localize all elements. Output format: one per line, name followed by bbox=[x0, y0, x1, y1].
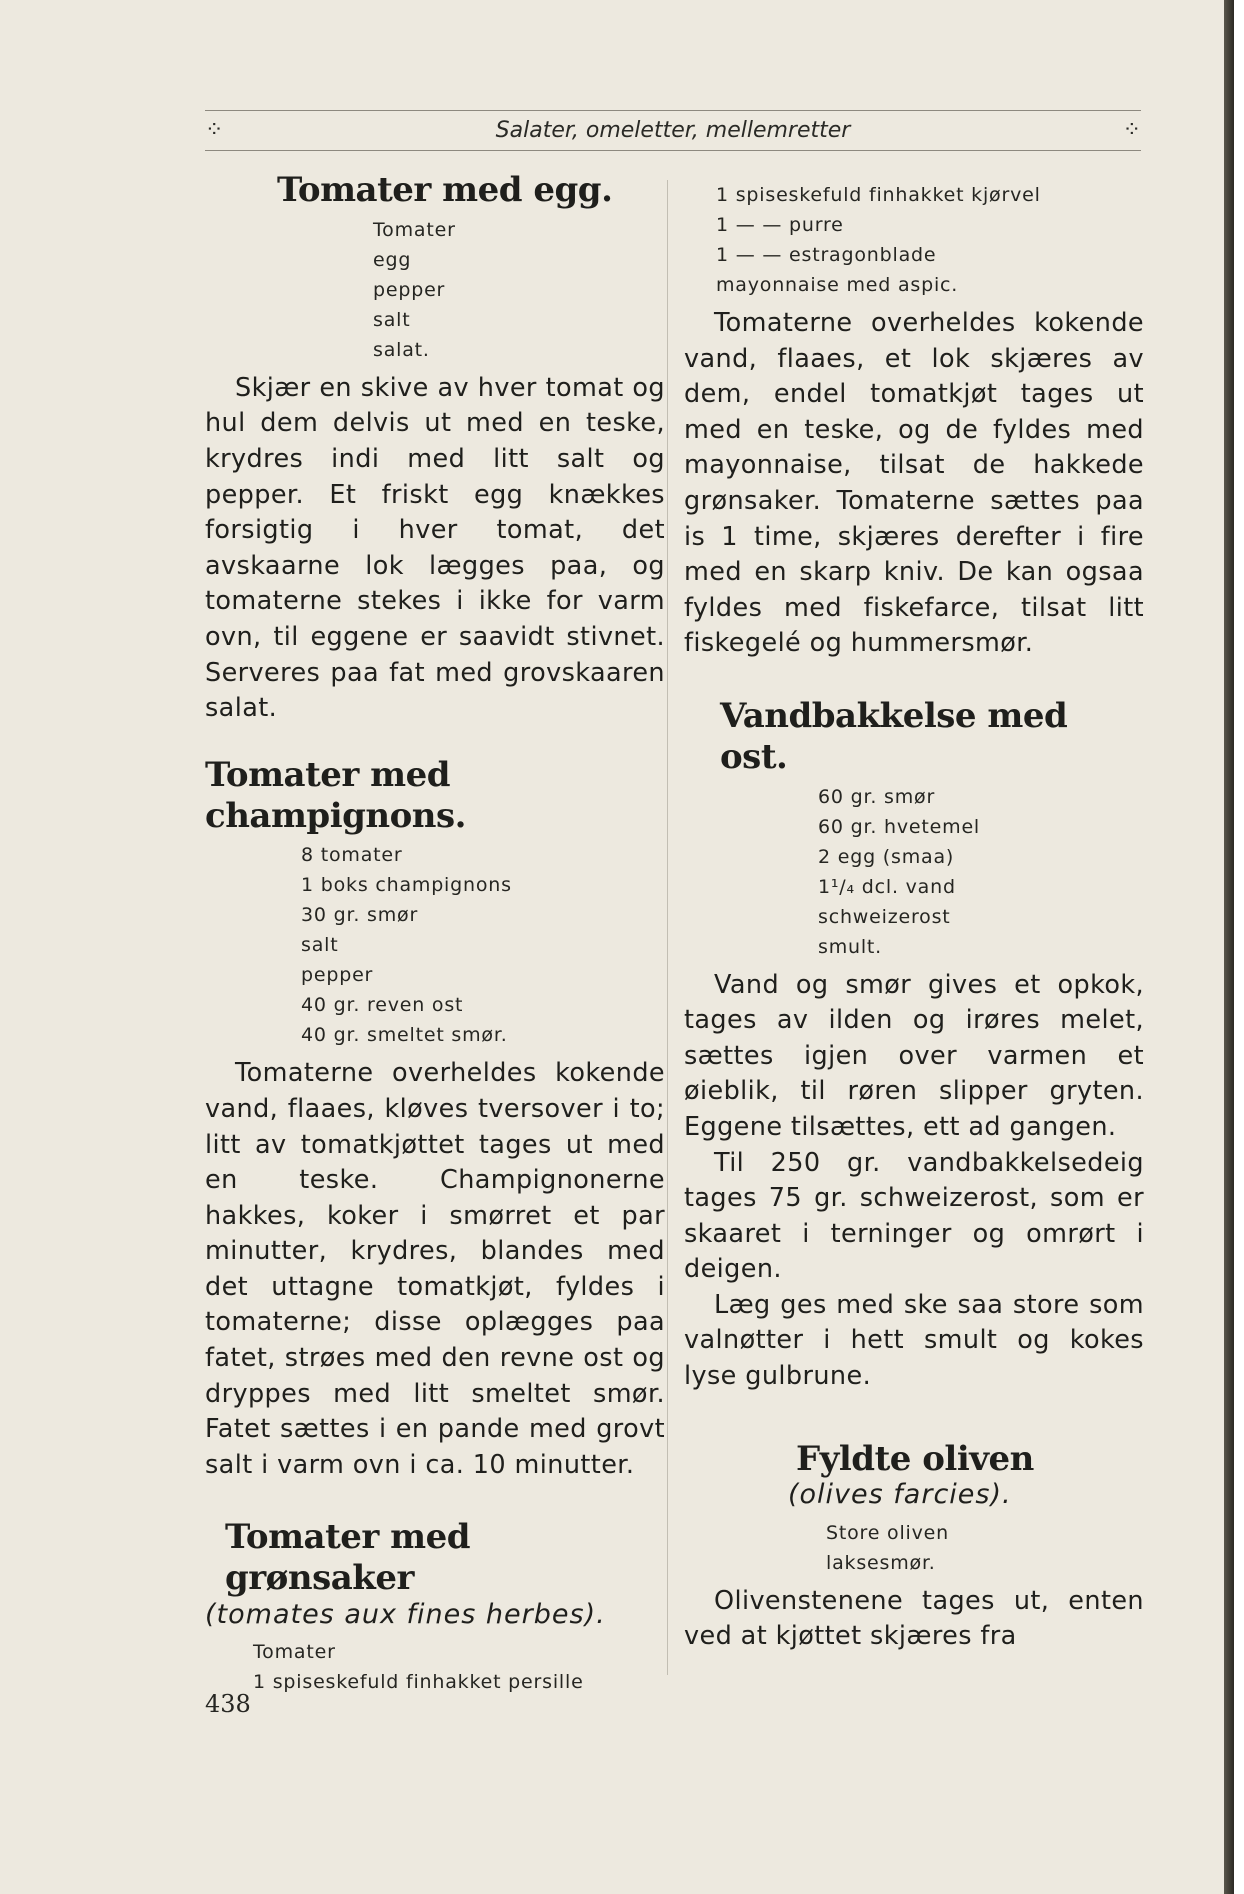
ingredient: salt bbox=[373, 308, 411, 331]
page-edge bbox=[1224, 0, 1234, 1894]
recipe-title: Vandbakkelse med ost. bbox=[720, 695, 1068, 777]
ingredient: Tomater bbox=[253, 1641, 336, 1664]
recipe-subtitle: (olives farcies). bbox=[788, 1479, 1012, 1511]
ingredient: 60 gr. hvetemel bbox=[818, 815, 981, 838]
recipe-subtitle: (tomates aux fines herbes). bbox=[205, 1599, 606, 1631]
ornament-icon: ⁘ bbox=[205, 118, 224, 143]
ornament-icon: ⁘ bbox=[1122, 118, 1141, 143]
ingredient: salt bbox=[301, 934, 339, 957]
ingredient: schweizerost bbox=[818, 905, 951, 928]
ingredient-list bbox=[205, 840, 665, 1050]
ingredient: 2 egg (smaa) bbox=[818, 845, 955, 868]
recipe-title: Fyldte oliven bbox=[796, 1438, 1034, 1479]
ingredient: 1 spiseskefuld finhakket kjørvel bbox=[716, 184, 1041, 206]
ingredient: smult. bbox=[818, 935, 883, 958]
recipe-body: Tomaterne overheldes kokende vand, flaaes, kløves tversover i to; litt av tomatkjøttet tages ut med en teske. Champignonerne hakkes, koker i smørret et par minutter, krydres, blandes med det uttagne tomatkjøt, fyldes i tomaterne; disse oplægges paa fatet, strøes med den revne ost og dryppes med litt smeltet smør. Fatet sættes i en pande med grovt salt i varm ovn i ca. 10 minutter. bbox=[205, 1058, 665, 1480]
ingredient: Tomater bbox=[373, 218, 456, 241]
ingredient-list bbox=[205, 1637, 665, 1697]
ingredient: mayonnaise med aspic. bbox=[716, 274, 959, 296]
ingredient: pepper bbox=[301, 964, 374, 987]
page-number: 438 bbox=[205, 1690, 251, 1718]
recipe-body: Olivenstenene tages ut, enten ved at kjøttet skjæres fra bbox=[684, 1585, 1144, 1652]
ingredient: 1 boks champignons bbox=[301, 874, 512, 897]
ingredient-list bbox=[684, 1518, 1144, 1578]
ingredient: 1 — — estragonblade bbox=[716, 244, 937, 266]
left-column bbox=[205, 170, 665, 1703]
ingredient: egg bbox=[373, 248, 412, 271]
ingredient: 60 gr. smør bbox=[818, 785, 936, 808]
ingredient: 40 gr. smeltet smør. bbox=[301, 1024, 508, 1047]
ingredient: 30 gr. smør bbox=[301, 904, 419, 927]
column-divider bbox=[667, 180, 668, 1675]
recipe-body: Tomaterne overheldes kokende vand, flaaes, et lok skjæres av dem, endel tomatkjøt tages ut med en teske, og de fyldes med mayonnaise, tilsat de hakkede grønsaker. Tomaterne sættes paa is 1 time, skjæres derefter i fire med en skarp kniv. De kan ogsaa fyldes med fiskefarce, tilsat litt fiskegelé og hummersmør. bbox=[684, 308, 1144, 659]
recipe-title: Tomater med champignons. bbox=[205, 754, 466, 836]
ingredient: laksesmør. bbox=[826, 1551, 936, 1574]
ingredient: pepper bbox=[373, 278, 446, 301]
ingredient: 8 tomater bbox=[301, 844, 403, 867]
ingredient: salat. bbox=[373, 338, 430, 361]
ingredient: 1 spiseskefuld finhakket persille bbox=[253, 1671, 584, 1694]
recipe-body: Læg ges med ske saa store som valnøtter i hett smult og kokes lyse gulbrune. bbox=[684, 1289, 1144, 1392]
ingredient-list bbox=[684, 180, 1144, 300]
ingredient-list bbox=[684, 782, 1144, 962]
ingredient-list bbox=[205, 215, 665, 365]
ingredient: 40 gr. reven ost bbox=[301, 994, 464, 1017]
right-column bbox=[684, 170, 1144, 1655]
ingredient: 1 — — purre bbox=[716, 214, 844, 236]
recipe-body: Til 250 gr. vandbakkelsedeig tages 75 gr. schweizerost, som er skaaret i terninger og omrørt i deigen. bbox=[684, 1147, 1144, 1285]
recipe-title: Tomater med egg. bbox=[277, 170, 613, 210]
recipe-title: Tomater med grønsaker bbox=[225, 1517, 471, 1599]
recipe-body: Vand og smør gives et opkok, tages av ilden og irøres melet, sættes igjen over varmen et øieblik, til røren slipper gryten. Eggene tilsættes, ett ad gangen. bbox=[684, 969, 1144, 1142]
running-header bbox=[205, 110, 1141, 152]
running-title: Salater, omeletter, mellemretter bbox=[495, 118, 851, 143]
recipe-body: Skjær en skive av hver tomat og hul dem delvis ut med en teske, krydres indi med litt salt og pepper. Et friskt egg knækkes forsigtig i hver tomat, det avskaarne lok lægges paa, og tomaterne stekes i ikke for varm ovn, til eggene er saavidt stivnet. Serveres paa fat med grovskaaren salat. bbox=[205, 372, 665, 724]
ingredient: Store oliven bbox=[826, 1521, 950, 1544]
ingredient: 1¹/₄ dcl. vand bbox=[818, 875, 956, 898]
